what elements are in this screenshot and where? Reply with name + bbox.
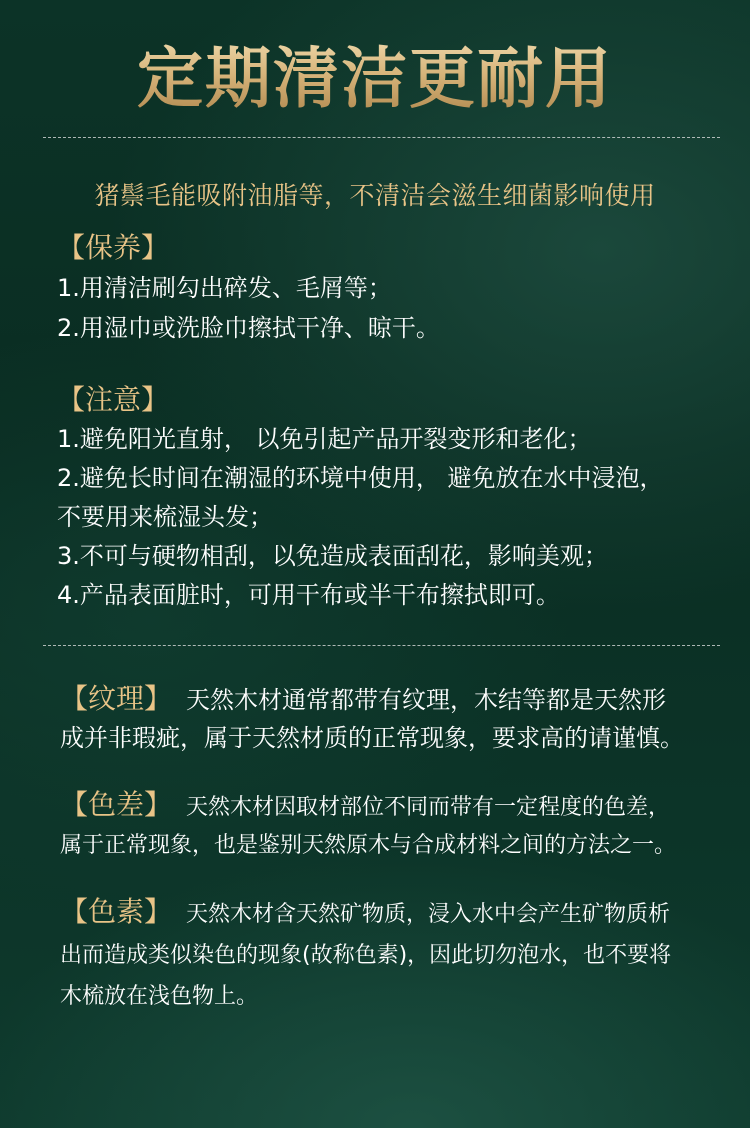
notice-section (57, 380, 737, 615)
subtitle: 猪鬃毛能吸附油脂等，不清洁会滋生细菌影响使用 (94, 181, 656, 210)
notice-line: 不要用来梳湿头发； (57, 503, 273, 531)
color-difference-text: 天然木材因取材部位不同而带有一定程度的色差， (186, 795, 671, 820)
maintenance-section (57, 228, 737, 348)
pigment-paragraph (60, 893, 740, 1017)
top-divider (43, 137, 720, 138)
pigment-text: 出而造成类似染色的现象(故称色素)，因此切勿泡水，也不要将 (60, 943, 672, 968)
pigment-tag: 【色素】 (60, 895, 173, 928)
color-difference-tag: 【色差】 (60, 788, 173, 821)
texture-tag: 【纹理】 (60, 682, 173, 715)
page-title: 定期清洁更耐用 (0, 30, 750, 126)
notice-line: 3.不可与硬物相刮，以免造成表面刮花，影响美观； (57, 542, 608, 570)
notice-line: 2.避免长时间在潮湿的环境中使用， 避免放在水中浸泡， (57, 464, 664, 492)
pigment-text: 木梳放在浅色物上。 (60, 984, 259, 1009)
pigment-text: 天然木材含天然矿物质，浸入水中会产生矿物质析 (186, 902, 671, 927)
maintenance-line: 1.用清洁刷勾出碎发、毛屑等； (57, 274, 392, 302)
notice-line: 4.产品表面脏时，可用干布或半干布擦拭即可。 (57, 581, 560, 609)
middle-divider (43, 645, 720, 646)
maintenance-line: 2.用湿巾或洗脸巾擦拭干净、晾干。 (57, 314, 440, 342)
notice-heading: 【注意】 (57, 383, 170, 416)
notice-line: 1.避免阳光直射， 以免引起产品开裂变形和老化； (57, 425, 592, 453)
texture-text: 成并非瑕疵，属于天然材质的正常现象，要求高的请谨慎。 (60, 724, 684, 752)
texture-text: 天然木材通常都带有纹理，木结等都是天然形 (186, 686, 667, 714)
color-difference-paragraph (60, 786, 740, 865)
texture-paragraph (60, 680, 740, 757)
color-difference-text: 属于正常现象，也是鉴别天然原木与合成材料之间的方法之一。 (60, 833, 677, 858)
maintenance-heading: 【保养】 (57, 231, 170, 264)
